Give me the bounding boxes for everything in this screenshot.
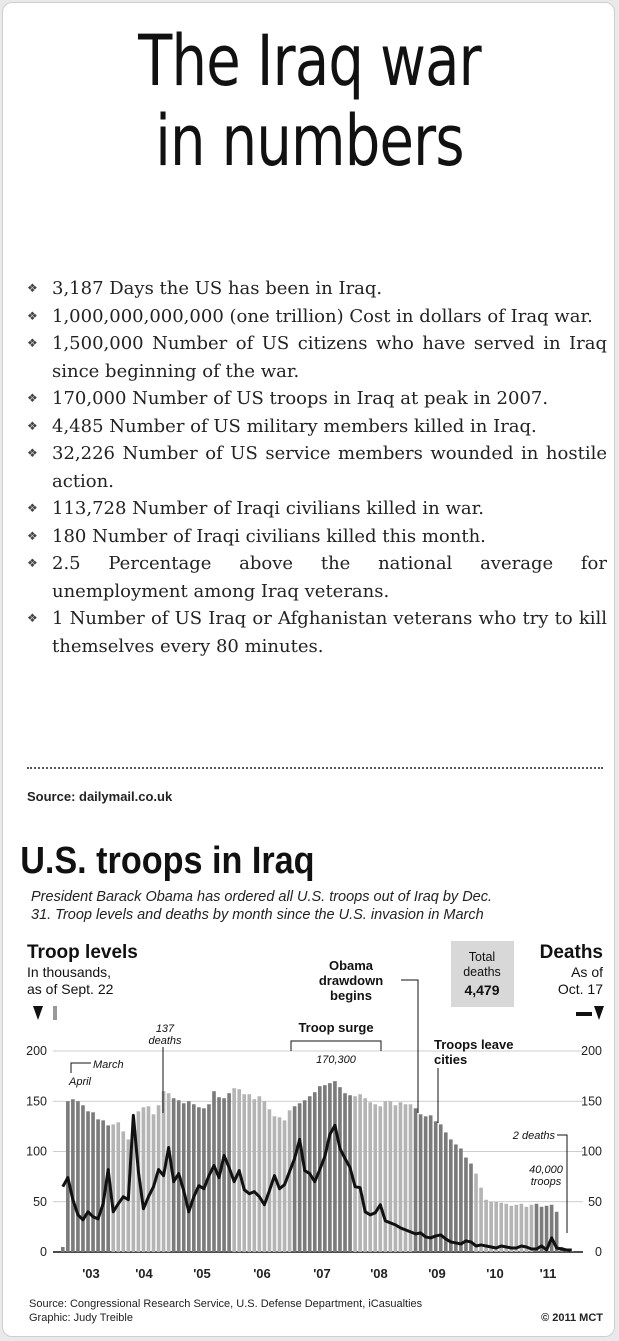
troop-bar	[459, 1148, 463, 1252]
title-line-2: in numbers	[155, 100, 464, 182]
bullet-icon: ❖	[27, 528, 38, 543]
chart-subtitle-1: President Barack Obama has ordered all U.S. troops out of Iraq by Dec.	[31, 889, 493, 905]
right-axis-sub1: As of	[571, 964, 603, 980]
annotation-cities-2: cities	[434, 1052, 468, 1067]
troops-legend-bar	[53, 1006, 57, 1020]
annotation-cities-1: Troops leave	[434, 1037, 514, 1052]
source-top: Source: dailymail.co.uk	[27, 789, 173, 804]
troop-bar	[358, 1094, 362, 1252]
troop-bar	[449, 1139, 453, 1252]
annotation-137: 137	[155, 1023, 175, 1035]
troop-bar	[384, 1101, 388, 1252]
troop-bar	[142, 1107, 146, 1252]
troop-bar	[414, 1108, 418, 1252]
troop-bar	[91, 1112, 95, 1252]
troop-bar	[424, 1116, 428, 1252]
left-axis-sub1: In thousands,	[27, 964, 112, 980]
troop-bar	[333, 1081, 337, 1252]
troop-bar	[338, 1087, 342, 1252]
page-title	[64, 21, 554, 181]
x-tick: '05	[193, 1266, 211, 1281]
bullet-icon: ❖	[27, 308, 38, 323]
fact-item: ❖ 32,226 Number of US service members wounded in hostile action.	[27, 440, 607, 495]
bullet-icon: ❖	[27, 501, 38, 515]
troop-bar	[76, 1101, 80, 1252]
x-tick: '06	[253, 1266, 271, 1281]
troop-bar	[353, 1096, 357, 1252]
deaths-legend-line	[576, 1012, 592, 1016]
y-tick-left: 100	[26, 1144, 47, 1159]
troop-bar	[303, 1100, 307, 1252]
troop-bar	[96, 1119, 100, 1252]
troop-bar	[232, 1088, 236, 1252]
troop-bar	[429, 1115, 433, 1252]
fact-item: ❖ 4,485 Number of US military members killed in Iraq.	[27, 413, 607, 441]
annotation-march-line	[71, 1063, 91, 1073]
y-tick-right: 0	[595, 1245, 602, 1259]
troop-bar	[444, 1132, 448, 1252]
annotation-peak: 170,300	[316, 1054, 356, 1066]
troop-bar	[71, 1099, 75, 1252]
troop-bar	[530, 1205, 534, 1252]
troop-bar	[550, 1205, 554, 1252]
fact-item: ❖ 1 Number of US Iraq or Afghanistan veterans who try to kill themselves every 80 minutes.	[27, 605, 607, 660]
troop-bar	[343, 1093, 347, 1252]
troop-bar	[288, 1110, 292, 1252]
y-tick-right: 100	[581, 1144, 602, 1159]
left-axis-sub2: as of Sept. 22	[27, 981, 114, 997]
copyright: © 2011 MCT	[541, 1312, 603, 1324]
right-axis-heading: Deaths	[539, 942, 603, 963]
troop-bar	[389, 1101, 393, 1252]
troop-bar	[439, 1124, 443, 1252]
right-axis-sub2: Oct. 17	[557, 981, 603, 997]
troop-bar	[504, 1204, 508, 1252]
y-tick-right: 50	[588, 1194, 602, 1209]
y-tick-left: 150	[26, 1094, 47, 1109]
y-tick-right: 150	[581, 1094, 602, 1109]
troop-bar	[116, 1122, 120, 1252]
troop-bar	[313, 1092, 317, 1252]
bullet-icon: ❖	[27, 336, 38, 350]
bullet-icon: ❖	[27, 611, 38, 625]
total-deaths-line2: deaths	[463, 965, 501, 979]
troop-bar	[434, 1121, 438, 1252]
troop-bar	[202, 1108, 206, 1252]
troop-bar	[469, 1164, 473, 1252]
troops-legend-marker-icon	[33, 1006, 43, 1020]
troop-bar	[268, 1109, 272, 1252]
annotation-obama-3: begins	[330, 988, 372, 1003]
troop-bar	[489, 1202, 493, 1252]
troop-bar	[373, 1104, 377, 1252]
troop-bar	[378, 1106, 382, 1252]
total-deaths-value: 4,479	[464, 982, 500, 998]
annotation-obama-line	[401, 980, 418, 1113]
troop-bar	[509, 1206, 513, 1252]
troop-bar	[464, 1158, 468, 1252]
troop-bar	[454, 1144, 458, 1252]
troop-bar	[535, 1204, 539, 1252]
y-tick-right: 200	[581, 1044, 602, 1058]
annotation-march: March	[93, 1059, 124, 1071]
annotation-137-deaths: deaths	[148, 1035, 182, 1047]
troop-bar	[187, 1101, 191, 1252]
infographic-card	[2, 2, 615, 1337]
troops-chart	[13, 823, 609, 1335]
annotation-surge-bracket	[291, 1041, 381, 1051]
troop-bar	[192, 1104, 196, 1252]
x-tick: '03	[82, 1266, 100, 1281]
chart-container	[13, 823, 609, 1335]
x-tick: '11	[539, 1266, 557, 1281]
annotation-obama-1: Obama	[328, 958, 374, 973]
troop-bar	[222, 1098, 226, 1252]
troop-bar	[182, 1103, 186, 1252]
troop-bar	[61, 1247, 65, 1252]
annotation-april: April	[69, 1076, 92, 1088]
bullet-icon: ❖	[27, 281, 38, 295]
troop-bar	[197, 1107, 201, 1252]
bullet-icon: ❖	[27, 446, 38, 460]
troop-bar	[258, 1096, 262, 1252]
troop-bar	[368, 1102, 372, 1252]
dotted-divider	[27, 767, 603, 769]
troop-bar	[263, 1101, 267, 1252]
fact-item: ❖ 180 Number of Iraqi civilians killed this month.	[27, 523, 607, 551]
fact-item: ❖ 170,000 Number of US troops in Iraq at peak in 2007.	[27, 385, 607, 413]
annotation-40k-1: 40,000	[529, 1164, 563, 1176]
fact-item: ❖ 1,500,000 Number of US citizens who have served in Iraq since beginning of the war.	[27, 330, 607, 385]
fact-item: ❖ 1,000,000,000,000 (one trillion) Cost in dollars of Iraq war.	[27, 303, 607, 331]
troop-bar	[242, 1094, 246, 1252]
title-line-1: The Iraq war	[138, 20, 481, 102]
troop-bar	[479, 1188, 483, 1252]
troop-bar	[252, 1099, 256, 1252]
troop-bar	[273, 1116, 277, 1252]
troop-bar	[121, 1131, 125, 1252]
troop-bar	[323, 1085, 327, 1252]
total-deaths-line1: Total	[468, 950, 496, 964]
troop-bar	[363, 1098, 367, 1252]
annotation-surge: Troop surge	[298, 1020, 374, 1035]
troop-bar	[167, 1093, 171, 1252]
annotation-obama-2: drawdown	[318, 973, 384, 988]
troop-bar	[86, 1111, 90, 1252]
x-tick: '07	[313, 1266, 331, 1281]
troop-bar	[298, 1103, 302, 1252]
chart-subtitle-2: 31. Troop levels and deaths by month since the U.S. invasion in March	[31, 907, 484, 923]
troop-bar	[147, 1106, 151, 1252]
y-tick-left: 0	[40, 1245, 47, 1259]
bullet-icon: ❖	[27, 418, 38, 433]
bullet-icon: ❖	[27, 391, 38, 405]
annotation-40k-2: troops	[530, 1176, 562, 1188]
x-tick: '09	[428, 1266, 446, 1281]
fact-item: ❖ 2.5 Percentage above the national average for unemployment among Iraq veterans.	[27, 550, 607, 605]
fact-item: ❖ 3,187 Days the US has been in Iraq.	[27, 275, 607, 303]
annotation-two-deaths: 2 deaths	[512, 1130, 555, 1142]
fact-item: ❖ 113,728 Number of Iraqi civilians killed in war.	[27, 495, 607, 523]
troop-bar	[474, 1174, 478, 1252]
chart-title: U.S. troops in Iraq	[20, 838, 315, 882]
x-tick: '04	[135, 1266, 153, 1281]
x-tick: '08	[370, 1266, 388, 1281]
deaths-legend-marker-icon	[594, 1006, 604, 1020]
troop-bar	[494, 1202, 498, 1252]
troop-bar	[247, 1094, 251, 1252]
facts-list	[27, 275, 607, 660]
troop-bar	[111, 1124, 115, 1252]
y-tick-left: 200	[26, 1044, 47, 1058]
troop-bar	[328, 1083, 332, 1252]
graphic-credit: Graphic: Judy Treible	[29, 1312, 133, 1324]
chart-source: Source: Congressional Research Service, U.S. Defense Department, iCasualties	[29, 1298, 423, 1310]
troop-bar	[484, 1200, 488, 1252]
troop-bar	[81, 1105, 85, 1252]
x-tick: '10	[486, 1266, 504, 1281]
y-tick-left: 50	[33, 1194, 47, 1209]
troop-bar	[394, 1105, 398, 1252]
troop-bar	[419, 1114, 423, 1252]
left-axis-heading: Troop levels	[27, 942, 138, 963]
bullet-icon: ❖	[27, 556, 38, 570]
troop-bar	[515, 1205, 519, 1252]
troop-bar	[293, 1106, 297, 1252]
